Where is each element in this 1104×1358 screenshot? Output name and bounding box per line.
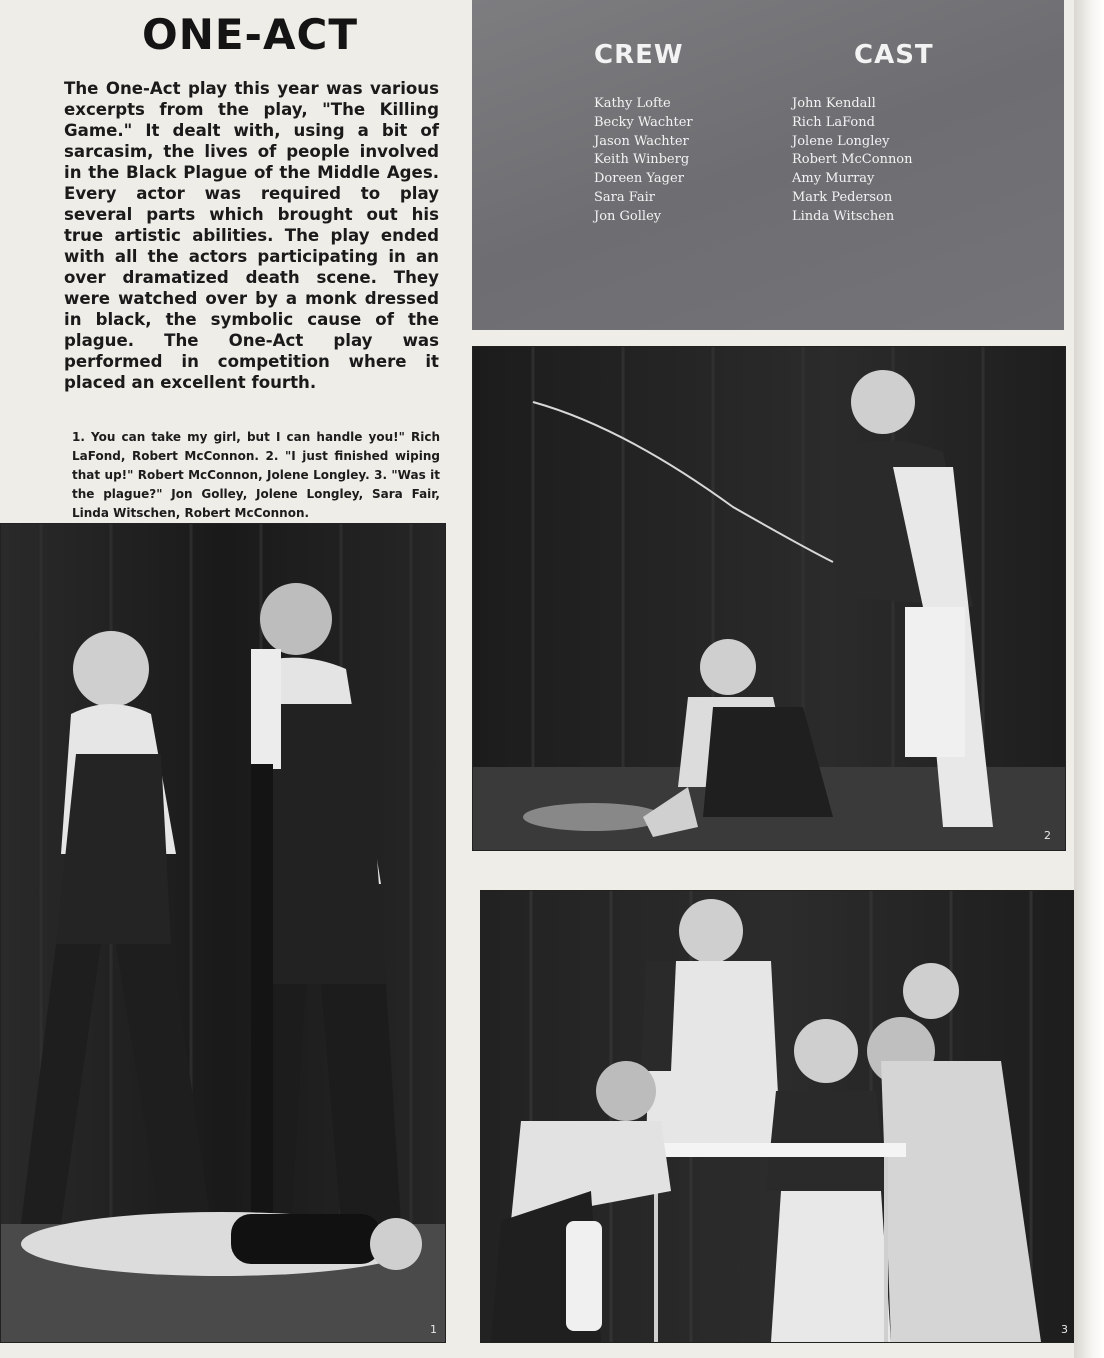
cast-name: Mark Pederson	[792, 189, 893, 205]
photo-3-illustration	[481, 891, 1078, 1342]
cast-name: Robert McConnon	[792, 152, 913, 168]
credits-panel	[472, 0, 1064, 330]
crew-name: Keith Winberg	[594, 152, 690, 168]
crew-name: Doreen Yager	[594, 171, 684, 187]
photo-2-illustration	[473, 347, 1065, 850]
crew-list	[594, 95, 693, 227]
photo-1-stage-scene	[0, 523, 446, 1343]
cast-name: Rich LaFond	[792, 114, 875, 130]
page-spine-edge	[1074, 0, 1104, 1358]
photo-3-stage-scene	[480, 890, 1079, 1343]
crew-name: Kathy Lofte	[594, 96, 671, 111]
cast-name: Amy Murray	[792, 171, 875, 187]
crew-name: Becky Wachter	[594, 114, 693, 130]
crew-name: Jason Wachter	[594, 133, 689, 149]
crew-heading: CREW	[594, 40, 684, 70]
photo-3-number: 3	[1061, 1323, 1068, 1336]
photo-captions: 1. You can take my girl, but I can handle you!" Rich LaFond, Robert McConnon. 2. "I just finished wiping that up!" Robert McConnon, Jolene Longley. 3. "Was it the plague?" Jon Golley, Jolene Longley, Sara Fair, Linda Witschen, Robert McConnon.	[72, 430, 440, 520]
cast-name: Jolene Longley	[792, 133, 890, 149]
cast-name: John Kendall	[792, 96, 876, 111]
crew-name: Jon Golley	[594, 208, 662, 224]
photo-2-stage-scene	[472, 346, 1066, 851]
crew-name: Sara Fair	[594, 189, 656, 205]
photo-2-number: 2	[1044, 829, 1051, 842]
cast-name: Linda Witschen	[792, 208, 895, 224]
cast-list	[792, 95, 913, 227]
photo-1-illustration	[1, 524, 445, 1342]
intro-paragraph: The One-Act play this year was various excerpts from the play, "The Killing Game." It dealt with, using a bit of sarcasim, the lives of people involved in the Black Plague of the Middle Ages. Every actor was required to play several parts which brought out his true artistic abilities. The play ended with all the actors participating in an over dramatized death scene. They were watched over by a monk dressed in black, the symbolic cause of the plague. The One-Act play was performed in competition where it placed an excellent fourth.	[64, 79, 439, 392]
photo-1-number: 1	[430, 1323, 437, 1336]
cast-heading: CAST	[854, 40, 934, 70]
page-title: ONE-ACT	[142, 10, 358, 59]
